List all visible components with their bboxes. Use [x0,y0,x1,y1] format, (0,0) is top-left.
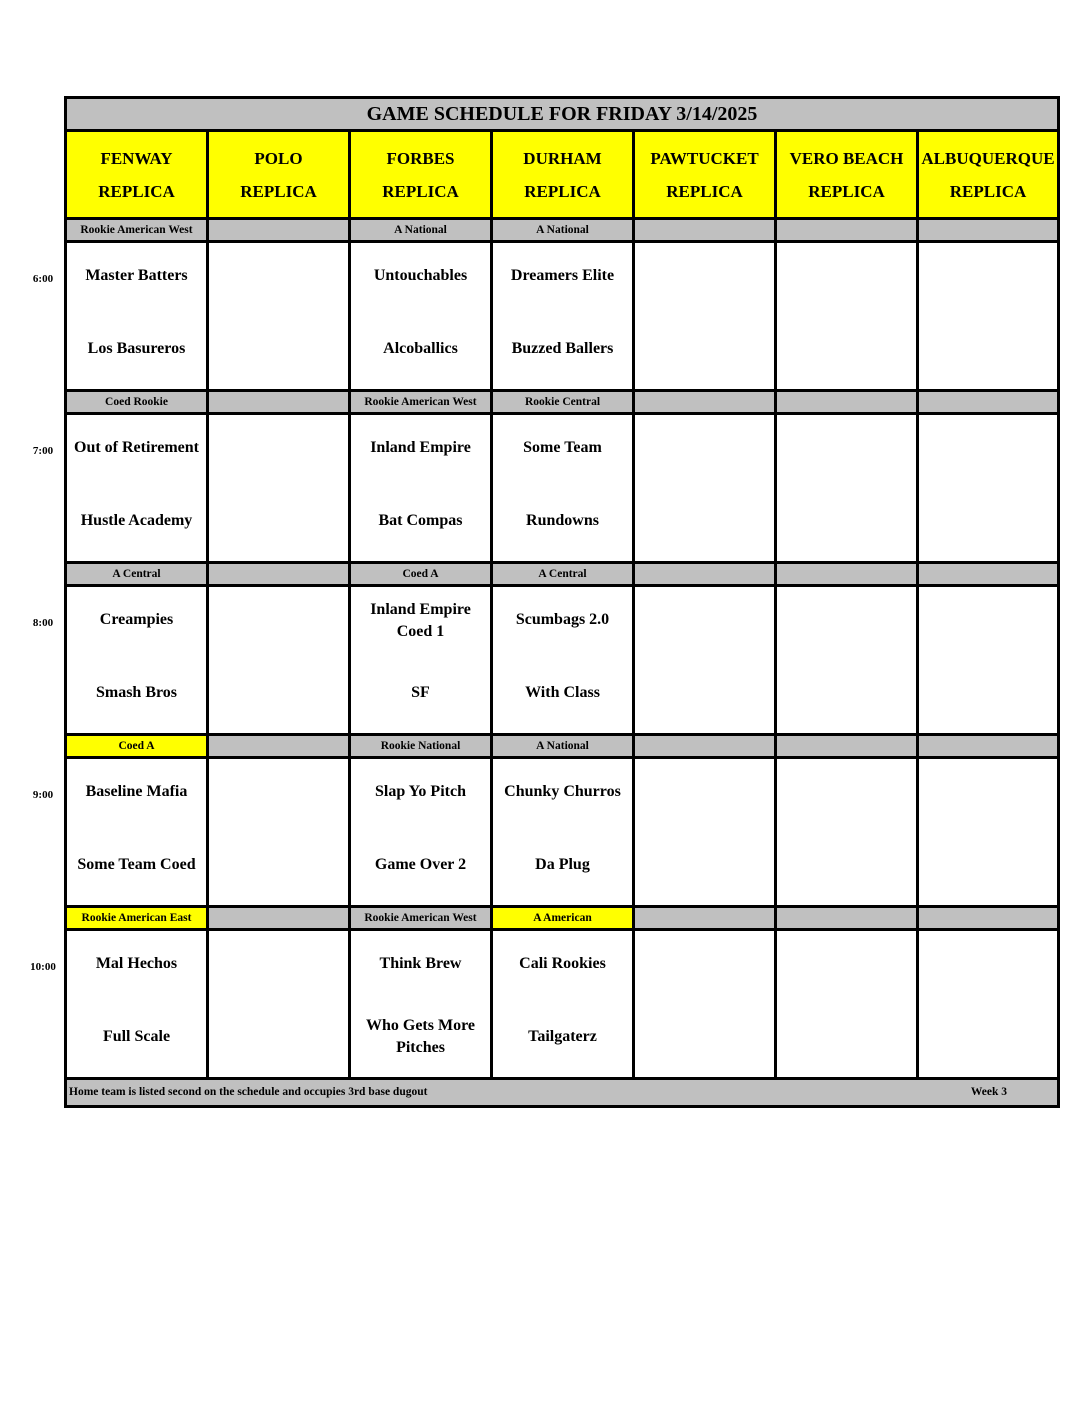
game-cell [635,243,777,389]
field-name: VERO BEACH [789,149,904,168]
division-label [635,220,777,240]
game-cell [351,415,493,561]
away-team: Slap Yo Pitch [375,783,466,800]
away-team: Cali Rookies [519,955,606,972]
division-label: Coed Rookie [67,392,209,412]
field-header [635,132,777,217]
game-row [67,931,1057,1080]
home-team: Hustle Academy [80,512,193,529]
division-label [919,908,1057,928]
division-label [777,392,919,412]
home-team: Some Team Coed [77,856,196,873]
game-cell [777,587,919,733]
field-header [919,132,1057,217]
game-cell [635,415,777,561]
home-team: Buzzed Ballers [511,340,614,357]
field-name: FORBES [386,149,455,168]
home-team: Who Gets More Pitches [365,1017,475,1056]
away-team: Mal Hechos [95,955,178,972]
field-header [209,132,351,217]
footer-note: Home team is listed second on the schedule and occupies 3rd base dugout [69,1086,428,1098]
away-team: Think Brew [379,955,462,972]
home-team: Full Scale [102,1028,171,1045]
field-name: PAWTUCKET [650,149,759,168]
home-team: SF [411,684,430,701]
division-label: A Central [67,564,209,584]
game-cell [635,931,777,1077]
field-sub: REPLICA [949,182,1027,201]
field-header [351,132,493,217]
home-team: Los Basureros [87,340,186,357]
game-cell [777,931,919,1077]
away-team: Scumbags 2.0 [515,611,610,628]
field-name: FENWAY [100,149,173,168]
away-team: Master Batters [85,267,188,284]
game-cell [919,243,1057,389]
game-cell [919,415,1057,561]
away-team: Chunky Churros [504,783,621,800]
away-team: Inland Empire [370,439,471,456]
game-cell [777,759,919,905]
game-cell [67,587,209,733]
division-label: Rookie National [351,736,493,756]
time-label: 6:00 [32,273,54,285]
division-label: Rookie American West [351,392,493,412]
division-label [209,736,351,756]
field-header-row [67,132,1057,220]
game-row [67,587,1057,736]
division-row [67,908,1057,931]
game-cell [493,759,635,905]
game-cell [209,587,351,733]
division-label [635,564,777,584]
division-label: A National [351,220,493,240]
division-label: A National [493,736,635,756]
game-cell [209,243,351,389]
game-cell [67,759,209,905]
division-label [919,392,1057,412]
field-sub: REPLICA [524,182,601,201]
division-label: Rookie American West [351,908,493,928]
division-label [209,392,351,412]
division-label: Rookie Central [493,392,635,412]
game-cell [493,587,635,733]
away-team: Dreamers Elite [510,267,615,284]
field-header [777,132,919,217]
game-cell [351,759,493,905]
away-team: Untouchables [373,267,468,284]
division-label: A Central [493,564,635,584]
division-label [777,220,919,240]
division-label [635,908,777,928]
field-sub: REPLICA [808,182,885,201]
game-cell [351,587,493,733]
away-team: Baseline Mafia [85,783,188,800]
away-team: Inland Empire Coed 1 [370,601,471,640]
home-team: Bat Compas [378,512,463,529]
time-label: 7:00 [32,445,54,457]
time-label: 10:00 [30,961,56,973]
game-row [67,415,1057,564]
division-row [67,564,1057,587]
schedule-title: GAME SCHEDULE FOR FRIDAY 3/14/2025 [67,99,1057,132]
division-label [635,736,777,756]
field-header [493,132,635,217]
time-slots [67,220,1057,1080]
game-cell [493,415,635,561]
game-cell [635,587,777,733]
home-team: Da Plug [535,856,590,873]
field-name: ALBUQUERQUE [921,149,1055,168]
away-team: Creampies [99,611,174,628]
home-team: Rundowns [526,512,599,529]
division-label [209,220,351,240]
game-cell [351,931,493,1077]
field-sub: REPLICA [98,182,175,201]
division-label [209,908,351,928]
game-cell [777,415,919,561]
game-schedule-table [64,96,1060,1108]
division-row [67,392,1057,415]
division-row [67,220,1057,243]
division-label: A National [493,220,635,240]
time-label: 8:00 [32,617,54,629]
division-label [777,564,919,584]
game-cell [493,931,635,1077]
division-row [67,736,1057,759]
field-sub: REPLICA [666,182,743,201]
division-label [777,908,919,928]
division-label: Coed A [351,564,493,584]
game-row [67,243,1057,392]
home-team: Smash Bros [95,684,178,701]
game-row [67,759,1057,908]
home-team: Alcoballics [383,340,458,357]
field-sub: REPLICA [382,182,459,201]
game-cell [209,931,351,1077]
game-cell [493,243,635,389]
division-label [919,220,1057,240]
game-cell [635,759,777,905]
field-sub: REPLICA [240,182,317,201]
week-label: Week 3 [970,1086,1007,1098]
division-label: A American [493,908,635,928]
game-cell [919,587,1057,733]
time-label: 9:00 [32,789,54,801]
division-label [777,736,919,756]
schedule-footer [67,1080,1057,1105]
division-label [209,564,351,584]
division-label: Rookie American West [67,220,209,240]
game-cell [351,243,493,389]
home-team: With Class [525,684,600,701]
division-label [919,736,1057,756]
division-label [635,392,777,412]
game-cell [67,415,209,561]
field-header [67,132,209,217]
game-cell [209,415,351,561]
home-team: Tailgaterz [528,1028,597,1045]
field-name: POLO [254,149,303,168]
home-team: Game Over 2 [374,856,467,873]
away-team: Some Team [523,439,602,456]
game-cell [777,243,919,389]
game-cell [67,243,209,389]
division-label [919,564,1057,584]
field-name: DURHAM [523,149,602,168]
game-cell [919,759,1057,905]
division-label: Coed A [67,736,209,756]
game-cell [209,759,351,905]
game-cell [67,931,209,1077]
away-team: Out of Retirement [74,439,199,456]
division-label: Rookie American East [67,908,209,928]
game-cell [919,931,1057,1077]
